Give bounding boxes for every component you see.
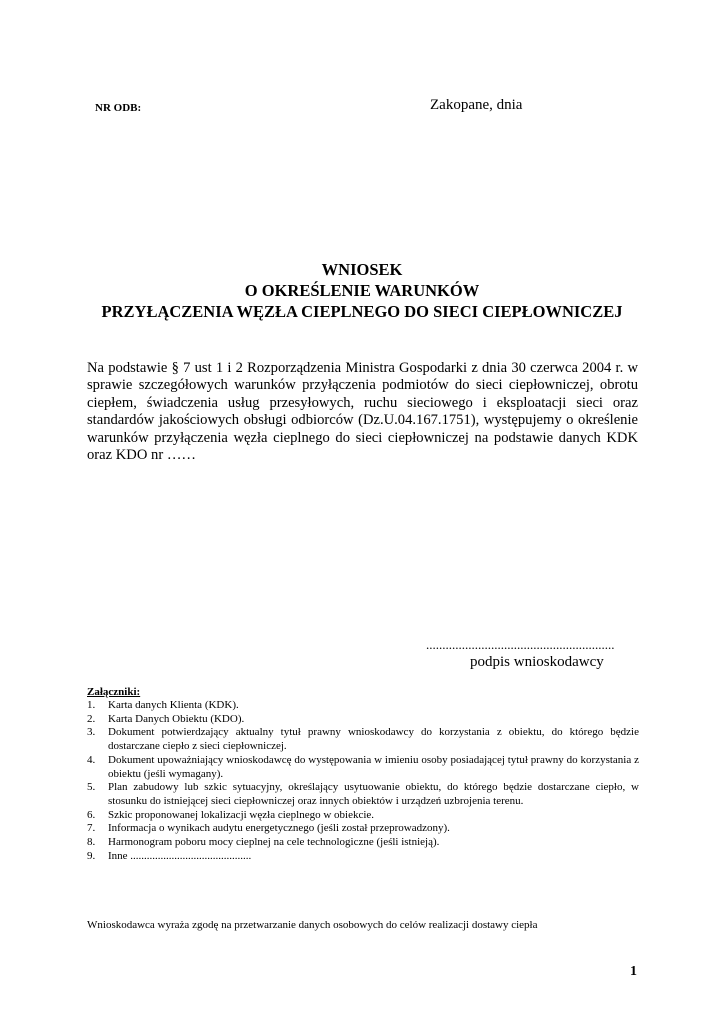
list-item [87,699,639,713]
list-item-number: 2. [87,712,96,725]
list-item-number: 5. [87,781,96,794]
list-item-text: Harmonogram poboru mocy cieplnej na cele technologiczne (jeśli istnieją). [108,836,440,849]
signature-line: .......................................................... [426,637,615,652]
consent-statement: Wnioskodawca wyraża zgodę na przetwarzanie danych osobowych do celów realizacji dostawy ciepła [87,919,538,931]
list-item [87,836,639,850]
list-item-text: Karta Danych Obiektu (KDO). [108,712,245,725]
attachments-list [87,699,639,863]
attachments-heading: Załączniki: [87,686,141,698]
list-item-text: Szkic proponowanej lokalizacji węzła cieplnego w obiekcie. [108,808,375,821]
list-item-number: 7. [87,822,96,835]
page-number: 1 [630,964,637,979]
title-line-1: WNIOSEK [321,260,403,279]
document-title [0,259,724,322]
list-item [87,781,639,808]
nr-odb-label: NR ODB: [95,102,142,114]
body-paragraph: Na podstawie § 7 ust 1 i 2 Rozporządzenia Ministra Gospodarki z dnia 30 czerwca 2004 r. w sprawie szczegółowych warunków przyłączenia podmiotów do sieci ciepłowniczej, obrotu ciepłem, świadczenia usług przesyłowych, ruchu sieciowego i eksploatacji sieci oraz standardów jakościowych obsługi odbiorców (Dz.U.04.167.1751), występujemy o określenie warunków przyłączenia węzła cieplnego do sieci ciepłowniczej na podstawie danych KDK oraz KDO nr …… [87,360,638,464]
list-item-number: 4. [87,753,96,766]
list-item-text: Informacja o wynikach audytu energetycznego (jeśli został przeprowadzony). [108,822,450,835]
list-item-number: 8. [87,836,96,849]
place-date: Zakopane, dnia [430,97,523,113]
signature-label: podpis wnioskodawcy [470,654,604,670]
list-item-text: Inne ............................................ [108,849,252,862]
list-item-text: Dokument upoważniający wnioskodawcę do występowania w imieniu osoby posiadającej tytuł prawny do korzystania z obiektu (jeśli wymagany). [108,753,639,780]
list-item-number: 6. [87,808,96,821]
list-item [87,809,639,823]
list-item-number: 3. [87,726,96,739]
list-item-number: 9. [87,849,96,862]
list-item-text: Karta danych Klienta (KDK). [108,699,239,711]
list-item-text: Plan zabudowy lub szkic sytuacyjny, określający usytuowanie obiektu, do którego będzie dostarczane ciepło, w stosunku do istniejącej sieci ciepłowniczej oraz innych obiektów i urządzeń uzbrojenia terenu. [108,781,639,807]
title-line-3: PRZYŁĄCZENIA WĘZŁA CIEPLNEGO DO SIECI CIEPŁOWNICZEJ [101,302,623,321]
list-item [87,754,639,781]
title-line-2: O OKREŚLENIE WARUNKÓW [244,281,480,300]
list-item [87,822,639,836]
list-item-number: 1. [87,699,96,711]
list-item [87,726,639,753]
list-item [87,850,639,864]
list-item-text: Dokument potwierdzający aktualny tytuł prawny wnioskodawcy do korzystania z obiektu, do którego będzie dostarczane ciepło z sieci ciepłowniczej. [108,726,639,753]
list-item [87,713,639,727]
